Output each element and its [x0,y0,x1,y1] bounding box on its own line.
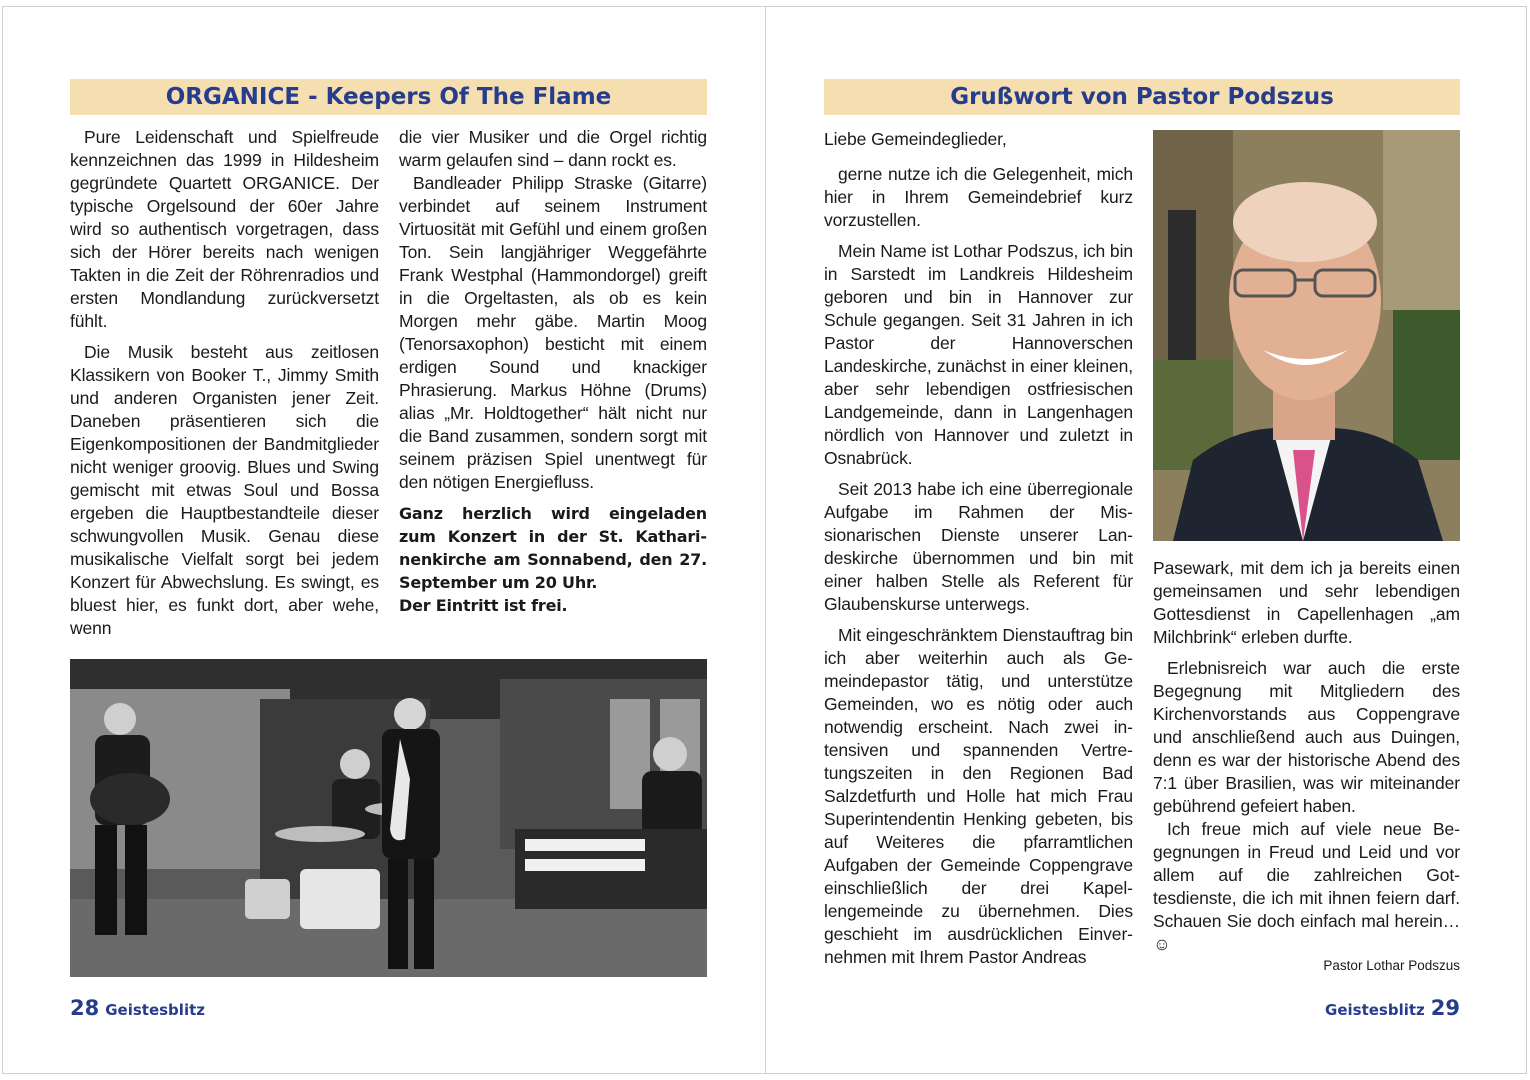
paragraph: Pasewark, mit dem ich ja bereits einen gemeinsamen und sehr lebendigen Gottesdienst in Capellenhagen „am Milchbrink“ erleben durfte. [1153,558,1460,647]
band-photo [70,659,707,977]
right-footer [1325,996,1460,1020]
band-photo-image [70,659,707,977]
invitation-text: Ganz herzlich wird eingeladen zum Konzert in der St. Katharinenkirche am Sonnabend, den 27. September um 20 Uhr. [399,504,707,592]
paragraph: Bandleader Philipp Straske (Gitarre) verbindet auf seinem Instrument Virtuosität mit Gefühl und einem großen Ton. Sein langjähriger Weggefährte Frank Westphal (Hammondorgel) greift in die Orgeltasten, als ob es kein Morgen mehr gäbe. Martin Moog (Tenorsaxophon) besticht mit einem erdigen Sound und knackiger Phrasierung. Markus Höhne (Drums) alias „Mr. Holdtogether“ hält nicht nur die Band zusammen, sondern sorgt mit seinem präzisen Spiel unentwegt für den nötigen Energiefluss. [399,173,707,492]
paragraph: Ich freue mich auf viele neue Begegnungen in Freud und Leid und vor allem auf die zahlreichen Gottesdienste, die ich mit ihnen feiern darf. Schauen Sie doch einfach mal herein… ☺ [1153,819,1460,954]
page-fold [765,6,766,1074]
paragraph: Erlebnisreich war auch die erste Begegnung mit Mitgliedern des Kirchenvorstands aus Coppengrave und anschließend auch aus Duingen, denn es war der historische Abend des 7:1 über Brasilien, was wir miteinander gebührend gefeiert haben. [1153,658,1460,816]
right-column-1 [824,128,1133,969]
paragraph: Mein Name ist Lothar Podszus, ich bin in Sarstedt im Landkreis Hildesheim geboren und bin in Hannover zur Schule gegangen. Seit 31 Jahren in ich Pastor der Hannoverschen Landeskirche, zunächst in einer kleinen, aber sehr lebendigen ostfriesischen Landgemeinde, dann in Langenhagen nördlich von Hannover und zuletzt in Osnabrück. [824,241,1133,468]
left-column-1 [70,126,379,640]
pastor-portrait [1153,130,1460,541]
right-column-2 [1153,557,1460,956]
paragraph: Pure Leidenschaft und Spielfreude kennzeichnen das 1999 in Hildesheim gegründete Quartett ORGANICE. Der typische Orgelsound der 60er Jahre wird so authentisch vorgetragen, dass sich der Hörer bereits nach wenigen Takten in die Zeit der Röhrenradios und ersten Mondlandung zurückversetzt fühlt. [70,127,379,331]
paragraph: Seit 2013 habe ich eine überregionale Aufgabe im Rahmen der Missionarischen Dienste unserer Landeskirche übernommen und bin mit einer halben Stelle als Referent für Glaubenskurse unterwegs. [824,479,1133,614]
pastor-portrait-image [1153,130,1460,541]
author-signature: Pastor Lothar Podszus [1323,958,1460,973]
page-number-left: 28 [70,996,100,1020]
salutation: Liebe Gemeindeglieder, [824,129,1007,149]
paragraph: gerne nutze ich die Gelegenheit, mich hier in Ihrem Gemeindebrief kurz vorzustellen. [824,164,1133,230]
left-column-2 [399,126,707,617]
right-article-title: Grußwort von Pastor Podszus [824,79,1460,115]
magazine-name-left: Geistesblitz [105,1001,205,1019]
paragraph: die vier Musiker und die Orgel richtig warm gelaufen sind – dann rockt es. [399,127,707,170]
paragraph: Die Musik besteht aus zeitlosen Klassikern von Booker T., Jimmy Smith und anderen Organisten jener Zeit. Daneben präsentieren sich die Eigenkompositionen der Bandmitglieder nicht weniger groovig. Blues und Swing gemischt mit etwas Soul und Bossa ergeben die Hauptbestandteile dieser schwungvollen Musik. Genau diese musikalische Vielfalt sorgt bei jedem Konzert für Abwechslung. Es swingt, es bluest hier, es funkt dort, aber wehe, wenn [70,342,379,638]
left-footer [70,996,205,1020]
paragraph: Mit eingeschränktem Dienstauftrag bin ich aber weiterhin auch als Gemeindepastor tätig, und unterstütze Gemeinden, wo es nötig oder auch notwendig erscheint. Nach zwei intensiven und spannenden Vertretungszeiten in den Regionen Bad Salzdetfurth und Holle hat mich Frau Superintendentin Henking gebeten, bis auf Weiteres die pfarramtlichen Aufgaben der Gemeinde Coppengrave einschließlich der drei Kapellengemeinde zu übernehmen. Dies geschieht im ausdrücklichen Einvernehmen mit Ihrem Pastor Andreas [824,625,1133,967]
magazine-name-right: Geistesblitz [1325,1001,1425,1019]
entry-note: Der Eintritt ist frei. [399,596,568,615]
left-article-title: ORGANICE - Keepers Of The Flame [70,79,707,115]
page-number-right: 29 [1430,996,1460,1020]
